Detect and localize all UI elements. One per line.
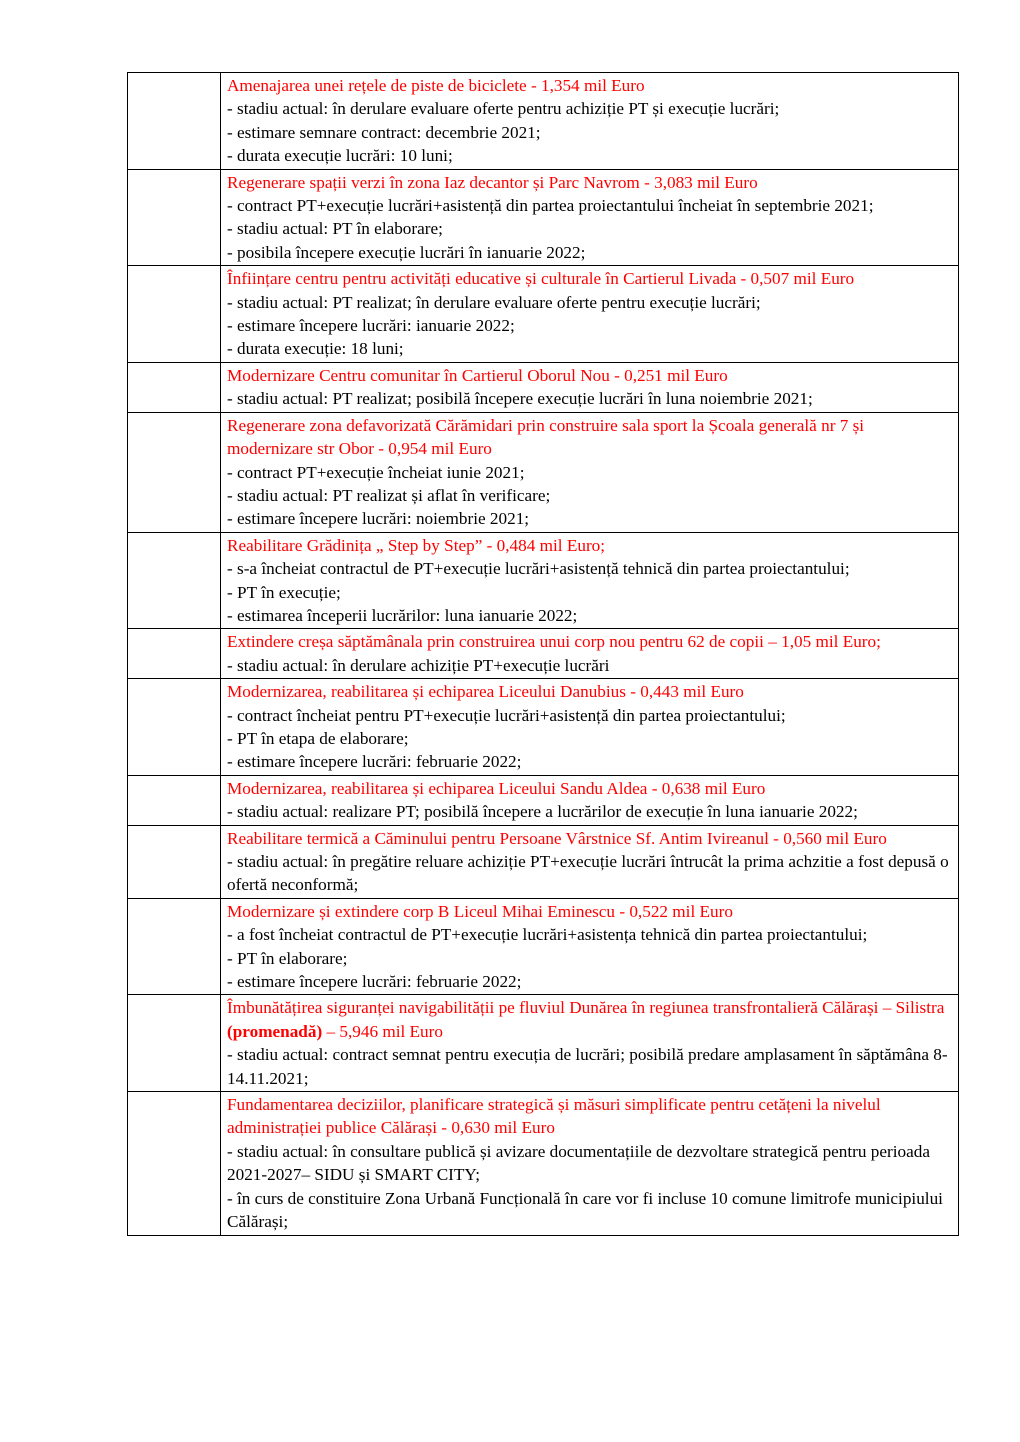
status-line: - stadiu actual: în pregătire reluare achiziție PT+execuție lucrări întrucât la prima achzitie a fost depusă o ofertă neconformă; (227, 852, 949, 895)
project-cell (221, 362, 959, 412)
status-line: - estimarea începerii lucrărilor: luna ianuarie 2022; (227, 605, 578, 625)
table-row (128, 362, 959, 412)
row-number-cell (128, 169, 221, 266)
project-title (227, 827, 952, 850)
row-number-cell (128, 1092, 221, 1235)
table-row (128, 825, 959, 898)
table-row (128, 1092, 959, 1235)
project-title (227, 534, 952, 557)
status-line: - estimare începere lucrări: ianuarie 2022; (227, 316, 515, 336)
status-line: - durata execuție lucrări: 10 luni; (227, 146, 453, 166)
project-title (227, 777, 952, 800)
status-line: - s-a încheiat contractul de PT+execuție lucrări+asistență tehnică din partea proiectantului; (227, 559, 850, 579)
status-line: - durata execuție: 18 luni; (227, 339, 404, 359)
table-row (128, 679, 959, 776)
status-line: - PT în etapa de elaborare; (227, 728, 409, 748)
status-line: - a fost încheiat contractul de PT+execuție lucrări+asistența tehnică din partea proiectantului; (227, 925, 868, 945)
status-line: - contract încheiat pentru PT+execuție lucrări+asistență din partea proiectantului; (227, 705, 786, 725)
table-row (128, 73, 959, 170)
project-title-text: Regenerare zona defavorizată Cărămidari prin construire sala sport la Școala generală nr 7 și modernizare str Obor - 0,954 mil Euro (227, 415, 865, 459)
status-line: - stadiu actual: în derulare achiziție PT+execuție lucrări (227, 655, 610, 675)
row-number-cell (128, 266, 221, 363)
project-title-text: Reabilitare termică a Căminului pentru Persoane Vârstnice Sf. Antim Ivireanul - 0,560 mil Euro (227, 828, 887, 848)
project-title-text: Reabilitare Grădinița „ Step by Step” - 0,484 mil Euro; (227, 535, 606, 555)
row-number-cell (128, 629, 221, 679)
table-row (128, 169, 959, 266)
project-title (227, 364, 952, 387)
table-row (128, 629, 959, 679)
row-number-cell (128, 679, 221, 776)
project-cell (221, 679, 959, 776)
status-line: - în curs de constituire Zona Urbană Funcțională în care vor fi incluse 10 comune limitrofe municipiului Călărași; (227, 1188, 943, 1232)
project-cell (221, 532, 959, 629)
project-title (227, 171, 952, 194)
status-line: - posibila începere execuție lucrări în ianuarie 2022; (227, 242, 586, 262)
project-cell (221, 412, 959, 532)
status-line: - estimare începere lucrări: februarie 2022; (227, 752, 522, 772)
project-cell (221, 629, 959, 679)
project-title (227, 414, 952, 461)
project-title (227, 996, 952, 1043)
project-title-text: Modernizare Centru comunitar în Cartierul Oborul Nou - 0,251 mil Euro (227, 365, 728, 385)
status-line: - estimare semnare contract: decembrie 2021; (227, 122, 541, 142)
project-title (227, 1093, 952, 1140)
status-line: - stadiu actual: PT realizat și aflat în verificare; (227, 485, 551, 505)
row-number-cell (128, 532, 221, 629)
row-number-cell (128, 73, 221, 170)
status-line: - estimare începere lucrări: februarie 2022; (227, 972, 522, 992)
row-number-cell (128, 412, 221, 532)
project-title-text: Modernizare și extindere corp B Liceul Mihai Eminescu - 0,522 mil Euro (227, 901, 733, 921)
project-title-text: Regenerare spații verzi în zona Iaz decantor și Parc Navrom - 3,083 mil Euro (227, 172, 758, 192)
status-line: - stadiu actual: PT în elaborare; (227, 219, 443, 239)
status-line: - stadiu actual: în consultare publică și avizare documentațiile de dezvoltare strategică pentru perioada 2021-2027– SIDU și SMART CITY; (227, 1141, 930, 1185)
status-line: - stadiu actual: realizare PT; posibilă începere a lucrărilor de execuție în luna ianuarie 2022; (227, 802, 858, 822)
project-title-text: Amenajarea unei rețele de piste de biciclete - 1,354 mil Euro (227, 76, 645, 95)
project-cell (221, 266, 959, 363)
project-title-text: Modernizarea, reabilitarea și echiparea Liceului Sandu Aldea - 0,638 mil Euro (227, 778, 766, 798)
row-number-cell (128, 898, 221, 995)
project-title (227, 267, 952, 290)
project-title (227, 900, 952, 923)
status-line: - stadiu actual: în derulare evaluare oferte pentru achiziție PT și execuție lucrări; (227, 99, 780, 119)
project-title-text: Îmbunătățirea siguranței navigabilității pe fluviul Dunărea în regiunea transfrontalieră Călărași – Silistra (227, 998, 945, 1018)
project-cell (221, 1092, 959, 1235)
project-title-bold: (promenadă) (227, 1021, 323, 1041)
project-title-text: Modernizarea, reabilitarea și echiparea Liceului Danubius - 0,443 mil Euro (227, 682, 744, 702)
projects-table-body (128, 73, 959, 1236)
project-cell (221, 73, 959, 170)
row-number-cell (128, 775, 221, 825)
project-title-text: Fundamentarea deciziilor, planificare strategică și măsuri simplificate pentru cetățeni la nivelul administrației publice Călărași - 0,630 mil Euro (227, 1095, 881, 1138)
table-row (128, 775, 959, 825)
row-number-cell (128, 362, 221, 412)
projects-table (127, 72, 959, 1236)
project-title (227, 630, 952, 653)
row-number-cell (128, 825, 221, 898)
project-cell (221, 775, 959, 825)
project-title-text: Înființare centru pentru activități educative și culturale în Cartierul Livada - 0,507 mil Euro (227, 269, 855, 289)
table-row (128, 532, 959, 629)
status-line: - contract PT+execuție lucrări+asistență din partea proiectantului încheiat în septembrie 2021; (227, 196, 874, 216)
table-row (128, 898, 959, 995)
project-cell (221, 898, 959, 995)
project-cell (221, 995, 959, 1092)
status-line: - stadiu actual: PT realizat; posibilă începere execuție lucrări în luna noiembrie 2021; (227, 389, 813, 409)
status-line: - PT în execuție; (227, 582, 341, 602)
project-title (227, 74, 952, 97)
status-line: - PT în elaborare; (227, 948, 348, 968)
status-line: - contract PT+execuție încheiat iunie 2021; (227, 462, 525, 482)
project-cell (221, 169, 959, 266)
table-row (128, 995, 959, 1092)
status-line: - stadiu actual: PT realizat; în derulare evaluare oferte pentru execuție lucrări; (227, 292, 761, 312)
status-line: - estimare începere lucrări: noiembrie 2021; (227, 509, 530, 529)
project-title-text: Extindere creșa săptămânala prin construirea unui corp nou pentru 62 de copii – 1,05 mil Euro; (227, 632, 881, 652)
project-title-suffix: – 5,946 mil Euro (322, 1021, 443, 1041)
row-number-cell (128, 995, 221, 1092)
status-line: - stadiu actual: contract semnat pentru execuția de lucrări; posibilă predare amplasament în săptămâna 8-14.11.2021; (227, 1045, 948, 1088)
project-cell (221, 825, 959, 898)
table-row (128, 266, 959, 363)
table-row (128, 412, 959, 532)
project-title (227, 680, 952, 703)
